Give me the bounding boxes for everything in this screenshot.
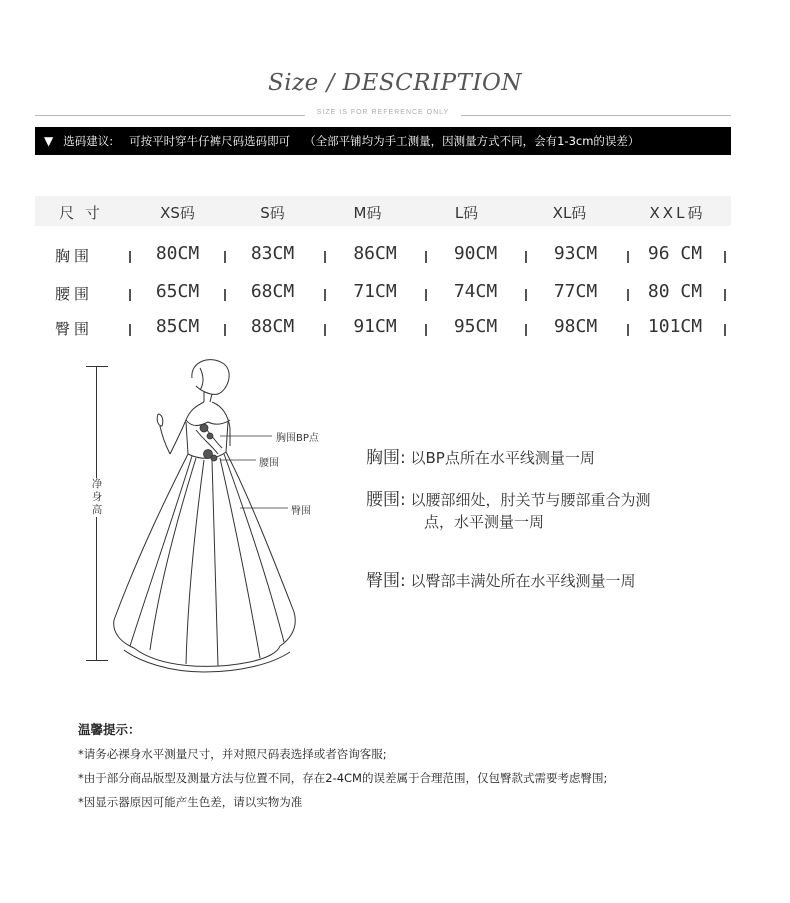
- row-label: 腰围: [55, 285, 94, 303]
- size-value: 80CM: [155, 243, 200, 264]
- header-size: 尺 寸: [59, 204, 103, 222]
- header-xl: XL码: [552, 204, 587, 222]
- row-label: 胸围: [55, 247, 94, 265]
- size-table-header: [35, 196, 731, 226]
- column-separator: [425, 251, 427, 263]
- column-separator: [525, 324, 527, 336]
- description-text: 以BP点所在水平线测量一周: [410, 449, 595, 467]
- header-s: S码: [260, 204, 285, 222]
- size-value: 88CM: [250, 316, 295, 337]
- subtitle-divider: [35, 108, 731, 122]
- size-value: 80 CM: [647, 281, 703, 302]
- size-value: 96 CM: [647, 243, 703, 264]
- tip-item: *因显示器原因可能产生色差，请以实物为准: [78, 795, 303, 809]
- tip-item: *请务必裸身水平测量尺寸，并对照尺码表选择或者咨询客服;: [78, 747, 387, 761]
- height-label: 净身高: [91, 478, 103, 516]
- column-separator: [425, 289, 427, 301]
- hip-description: [366, 570, 636, 592]
- dress-flowers: [200, 424, 217, 461]
- waist-label: 腰围: [259, 454, 279, 469]
- header-xxl: XXL码: [649, 204, 706, 222]
- column-separator: [724, 289, 726, 301]
- size-value: 95CM: [453, 316, 498, 337]
- description-term: 臀围:: [366, 571, 406, 591]
- advice-text: 可按平时穿牛仔裤尺码选码即可: [129, 134, 291, 148]
- dress-outline: [114, 360, 296, 672]
- column-separator: [425, 324, 427, 336]
- column-separator: [724, 251, 726, 263]
- hip-label: 臀围: [291, 502, 311, 517]
- advice-remark: （全部平铺均为手工测量，因测量方式不同，会有1-3cm的误差）: [304, 134, 640, 148]
- header-xs: XS码: [160, 204, 195, 222]
- size-value: 71CM: [353, 281, 397, 302]
- size-value: 98CM: [553, 316, 598, 337]
- triangle-down-icon: ▼: [44, 134, 54, 148]
- column-separator: [724, 324, 726, 336]
- size-advice-bar: [35, 127, 731, 155]
- header-l: L码: [454, 204, 479, 222]
- description-term: 胸围:: [366, 448, 406, 468]
- size-value: 77CM: [553, 281, 598, 302]
- size-row-hip: [35, 314, 731, 344]
- size-row-waist: [35, 279, 731, 309]
- bust-bp-label: 胸围BP点: [276, 429, 319, 444]
- size-value: 101CM: [647, 316, 703, 337]
- size-value: 90CM: [453, 243, 498, 264]
- size-value: 74CM: [453, 281, 498, 302]
- page-title: Size / DESCRIPTION: [267, 70, 523, 96]
- waist-description: [366, 489, 651, 533]
- tips-section: [78, 718, 607, 814]
- ball-gown-illustration: [100, 350, 320, 680]
- description-text: 以臀部丰满处所在水平线测量一周: [410, 572, 636, 590]
- bust-description: [366, 447, 595, 469]
- size-value: 65CM: [155, 281, 200, 302]
- size-row-bust: [35, 241, 731, 271]
- header-m: M码: [353, 204, 382, 222]
- size-value: 85CM: [155, 316, 200, 337]
- size-value: 93CM: [553, 243, 598, 264]
- description-term: 腰围:: [366, 490, 406, 510]
- size-value: 68CM: [250, 281, 295, 302]
- description-text: 以腰部细处，肘关节与腰部重合为测: [410, 491, 651, 509]
- description-text-continued: 点，水平测量一周: [424, 513, 545, 531]
- size-value: 83CM: [250, 243, 295, 264]
- column-separator: [525, 251, 527, 263]
- tips-heading: 温馨提示：: [78, 722, 141, 737]
- row-label: 臀围: [55, 320, 94, 338]
- advice-label: 选码建议:: [63, 134, 114, 148]
- size-value: 91CM: [353, 316, 397, 337]
- subtitle: SIZE IS FOR REFERENCE ONLY: [316, 109, 450, 116]
- tip-item: *由于部分商品版型及测量方法与位置不同，存在2-4CM的误差属于合理范围，仅包臀款式需要考虑臀围;: [78, 771, 608, 785]
- size-value: 86CM: [353, 243, 397, 264]
- column-separator: [525, 289, 527, 301]
